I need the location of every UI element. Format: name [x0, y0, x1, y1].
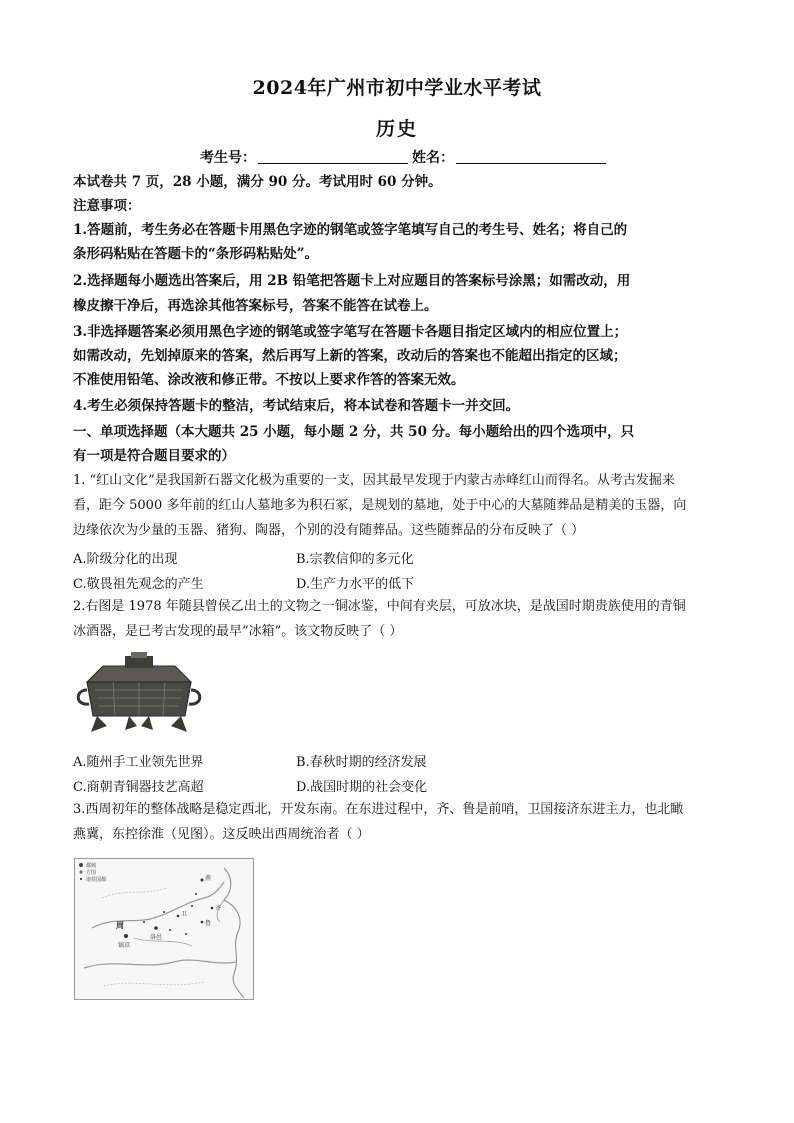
notes-title: 注意事项： [73, 198, 141, 214]
map-label-qi: 齐 [215, 905, 222, 912]
q1-option-c[interactable]: C.敬畏祖先观念的产生 [73, 577, 204, 592]
q1-stem-line-3: 边缘依次为少量的玉器、猪狗、陶器，个别的没有随葬品。这些随葬品的分布反映了（ ） [73, 523, 585, 538]
exam-number-label: 考生号： [200, 150, 256, 166]
q1-stem-line-1: 1. “红山文化”是我国新石器文化极为重要的一支，因其最早发现于内蒙古赤峰红山而得名。从考古发掘来 [73, 473, 675, 488]
map-label-zhou: 周 [116, 921, 124, 930]
subject-title: 历史 [375, 118, 418, 140]
legend-label-2: 方国 [86, 870, 97, 876]
section-heading-line-2: 有一项是符合题目要求的） [73, 448, 235, 464]
exam-title: 2024年广州市初中学业水平考试 [252, 77, 542, 99]
q3-stem-line-1: 3.西周初年的整体战略是稳定西北，开发东南。在东进过程中，齐、鲁是前哨，卫国接济东进主力，也北瞰 [73, 802, 684, 817]
name-label: 姓名： [412, 150, 454, 166]
q2-option-c[interactable]: C.商朝青铜器技艺高超 [73, 780, 204, 795]
name-blank[interactable] [456, 149, 606, 164]
note-1-line-2: 条形码粘贴在答题卡的“条形码粘贴处”。 [73, 246, 319, 262]
legend-label-3: 诸侯国都 [86, 877, 107, 883]
note-2-line-2: 橡皮擦干净后，再选涂其他答案标号，答案不能答在试卷上。 [73, 298, 438, 314]
q1-option-a[interactable]: A.阶级分化的出现 [73, 552, 178, 567]
bronze-ice-chest-image [73, 652, 205, 738]
legend-label-1: 都城 [86, 863, 97, 869]
map-label-luoyi: 洛邑 [150, 934, 163, 941]
paper-summary: 本试卷共 7 页，28 小题，满分 90 分。考试用时 60 分钟。 [73, 174, 442, 190]
map-label-haojing: 镐京 [118, 942, 131, 949]
map-label-lu: 鲁 [205, 920, 212, 927]
candidate-info-line [200, 147, 610, 167]
q2-option-a[interactable]: A.随州手工业领先世界 [73, 755, 204, 770]
note-3-line-3: 不准使用铅笔、涂改液和修正带。不按以上要求作答的答案无效。 [73, 372, 465, 388]
exam-number-blank[interactable] [258, 149, 408, 164]
map-label-yan: 燕 [205, 875, 212, 882]
q1-option-b[interactable]: B.宗教信仰的多元化 [296, 552, 414, 567]
q3-stem-line-2: 燕冀，东控徐淮（见图）。这反映出西周统治者（ ） [73, 827, 370, 842]
q2-stem-line-1: 2.右图是 1978 年随县曾侯乙出土的文物之一铜冰鉴，中间有夹层，可放冰块，是战国时期贵族使用的青铜 [73, 599, 686, 614]
western-zhou-map [74, 858, 254, 1000]
q1-stem-line-2: 看，距今 5000 多年前的红山人墓地多为积石冢，是规划的墓地，处于中心的大墓随葬品是精美的玉器，向 [73, 498, 687, 513]
note-3-line-2: 如需改动，先划掉原来的答案，然后再写上新的答案，改动后的答案也不能超出指定的区域； [73, 348, 627, 364]
q1-option-d[interactable]: D.生产力水平的低下 [296, 577, 415, 592]
map-label-wei: 卫 [181, 911, 188, 918]
q2-option-b[interactable]: B.春秋时期的经济发展 [296, 755, 427, 770]
q2-stem-line-2: 冰酒器，是已考古发现的最早“冰箱”。该文物反映了（ ） [73, 624, 403, 639]
note-2-line-1: 2.选择题每小题选出答案后，用 2B 铅笔把答题卡上对应题目的答案标号涂黑；如需改动，用 [73, 273, 631, 289]
note-3-line-1: 3.非选择题答案必须用黑色字迹的钢笔或签字笔写在答题卡各题目指定区域内的相应位置上； [73, 324, 628, 340]
note-1-line-1: 1.答题前，考生务必在答题卡用黑色字迹的钢笔或签字笔填写自己的考生号、姓名；将自己的 [73, 222, 628, 238]
note-4: 4.考生必须保持答题卡的整洁，考试结束后，将本试卷和答题卡一并交回。 [73, 398, 520, 414]
q2-option-d[interactable]: D.战国时期的社会变化 [296, 780, 428, 795]
section-heading-line-1: 一、单项选择题（本大题共 25 小题，每小题 2 分，共 50 分。每小题给出的四个选项中，只 [73, 424, 635, 440]
